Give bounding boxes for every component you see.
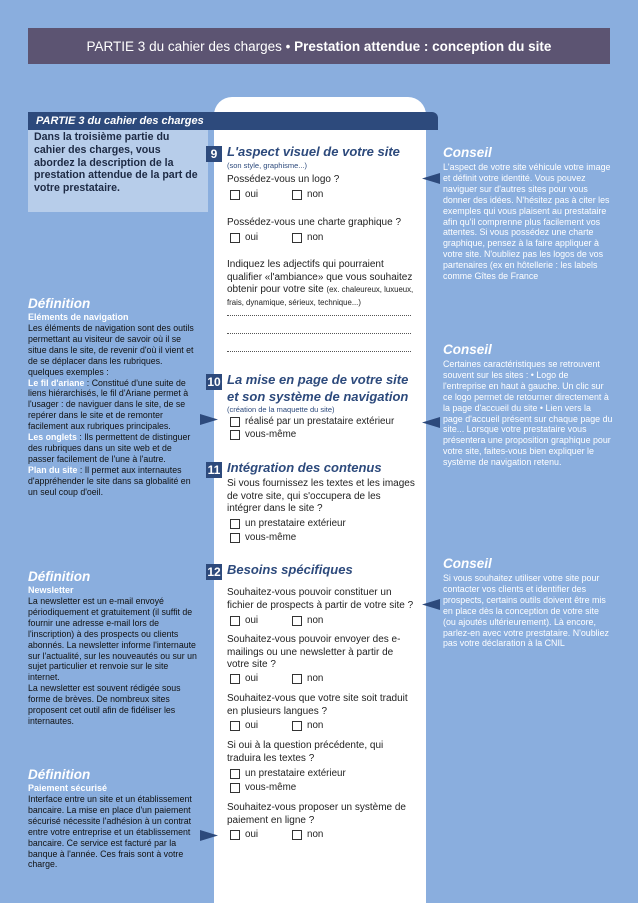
- definition-text-newsletter: La newsletter est un e-mail envoyé périodiquement et gratuitement (il suffit de fournir une adresse e-mail lors de l'inscription) à des prospects ou clients abonnés. La newsletter informe l'internaute sur l'actualité, sur les nouveautés ou sur un sujet particulier et renvoie sur le site internet. La newsletter est souvent rédigée sous forme de brèves. De nombreux sites proposent cet outil afin de fidéliser les internautes.: [28, 596, 197, 726]
- option-emailings-oui[interactable]: oui: [230, 673, 258, 684]
- option-fichier-non[interactable]: non: [292, 615, 323, 626]
- definition-text-navigation: Les éléments de navigation sont des outils permettant au visiteur de savoir où il se situe dans le site, de revenir d'où il vient et de se déplacer dans les rubriques. quelques exemples : Le fil d'ariane : Constitué d'une suite de liens hiérarchisés, le fil d'Ariane permet à l'usager : de naviguer dans le site, de se repérer dans le site et de remonter facilement aux rubriques principales. Les onglets : Ils permettent de distinguer des rubriques dans un site web et de passer facilement de l'une à l'autre. Plan du site : Il permet aux internautes d'appréhender le site dans sa globalité en un seul coup d'oeil.: [28, 323, 194, 497]
- section-sub-9: (son style, graphisme...): [227, 161, 308, 170]
- section-title-9: L'aspect visuel de votre site: [227, 144, 400, 159]
- checkbox[interactable]: [230, 417, 240, 427]
- checkbox[interactable]: [230, 674, 240, 684]
- option-charte-oui[interactable]: oui: [230, 232, 258, 243]
- checkbox[interactable]: [230, 190, 240, 200]
- checkbox[interactable]: [230, 519, 240, 529]
- definition-text-paiement: Interface entre un site et un établissement bancaire. La mise en place d'un paiement sécurisé nécessite l'adhésion à un contrat entre votre entreprise et un établissement bancaire. Ce service est facturé par la banque à l'année. Ces frais sont à votre charge.: [28, 794, 192, 870]
- section-number-11: 11: [207, 463, 221, 477]
- checkbox[interactable]: [292, 830, 302, 840]
- option-logo-oui[interactable]: oui: [230, 189, 258, 200]
- page-header: [28, 28, 610, 64]
- option-logo-non[interactable]: non: [292, 189, 323, 200]
- section-number-9: 9: [206, 146, 222, 162]
- option-traduit-oui[interactable]: oui: [230, 720, 258, 731]
- question-charte: Possédez-vous une charte graphique ?: [227, 217, 402, 228]
- checkbox[interactable]: [230, 721, 240, 731]
- checkbox[interactable]: [292, 190, 302, 200]
- option-maquette-vous-meme[interactable]: vous-même: [230, 429, 296, 440]
- answer-line-3[interactable]: [227, 350, 411, 352]
- header-title: Prestation attendue : conception du site: [294, 38, 552, 54]
- question-adjectifs: Indiquez les adjectifs qui pourraient qualifier «l'ambiance» que vous souhaitez obtenir pour votre site (ex. chaleureux, luxueux, frais, dynamique, sérieux, technique...): [227, 259, 414, 307]
- checkbox[interactable]: [292, 233, 302, 243]
- definition-title-navigation: Définition: [28, 296, 91, 311]
- definition-subtitle-navigation: Eléments de navigation: [28, 312, 129, 322]
- checkbox[interactable]: [292, 674, 302, 684]
- question-textes: Si vous fournissez les textes et les images de votre site, qui s'occupera de les intégrer dans le site ?: [227, 478, 415, 514]
- checkbox[interactable]: [292, 616, 302, 626]
- section-number-10: 10: [207, 375, 221, 389]
- option-integration-prestataire[interactable]: un prestataire extérieur: [230, 518, 346, 529]
- option-emailings-non[interactable]: non: [292, 673, 323, 684]
- conseil-text-1: L'aspect de votre site véhicule votre image et définit votre identité. Vous pouvez naviguer sur d'autres sites pour vous donner des idées. N'hésitez pas à citer les exemples qui vous plaisent au prestataire afin qu'il comprenne plus facilement vos attentes. Si vous possédez une charte graphique, pensez à la faire appliquer à votre site. N'oubliez pas les logos de vos partenaires (ex en hôtellerie : les labels comme Gîtes de France: [443, 162, 611, 282]
- checkbox[interactable]: [230, 830, 240, 840]
- question-fichier: Souhaitez-vous pouvoir constituer un fichier de prospects à partir de votre site ?: [227, 587, 414, 611]
- section-number-12: 12: [207, 565, 221, 579]
- option-integration-vous-meme[interactable]: vous-même: [230, 532, 296, 543]
- option-paiement-non[interactable]: non: [292, 829, 323, 840]
- answer-line-1[interactable]: [227, 314, 411, 316]
- conseil-text-2: Certaines caractéristiques se retrouvent souvent sur les sites : • Logo de l'entreprise en haut à gauche. Un clic sur ce logo permet de retourner directement à la page d'accueil du site • Lien vers la page d'accueil présent sur chaque page du site... Lorsque votre prestataire vous présentera une proposition graphique pour votre site, faites-vous bien expliquer le système de navigation retenu.: [443, 359, 613, 468]
- answer-line-2[interactable]: [227, 332, 411, 334]
- question-traduit: Souhaitez-vous que votre site soit traduit en plusieurs langues ?: [227, 693, 408, 717]
- conseil-title-3: Conseil: [443, 556, 492, 571]
- definition-subtitle-paiement: Paiement sécurisé: [28, 783, 108, 793]
- definition-subtitle-newsletter: Newsletter: [28, 585, 74, 595]
- conseil-title-2: Conseil: [443, 342, 492, 357]
- question-emailings: Souhaitez-vous pouvoir envoyer des e-mailings ou une newsletter à partir de votre site ?: [227, 634, 401, 670]
- checkbox[interactable]: [230, 783, 240, 793]
- option-traduit-non[interactable]: non: [292, 720, 323, 731]
- section-title-11: Intégration des contenus: [227, 460, 382, 475]
- checkbox[interactable]: [230, 233, 240, 243]
- question-paiement: Souhaitez-vous proposer un système de paiement en ligne ?: [227, 802, 406, 826]
- checkbox[interactable]: [230, 769, 240, 779]
- question-logo: Possédez-vous un logo ?: [227, 174, 340, 185]
- option-traduire-prestataire[interactable]: un prestataire extérieur: [230, 768, 346, 779]
- option-paiement-oui[interactable]: oui: [230, 829, 258, 840]
- definition-title-paiement: Définition: [28, 767, 91, 782]
- checkbox[interactable]: [292, 721, 302, 731]
- checkbox[interactable]: [230, 616, 240, 626]
- checkbox[interactable]: [230, 533, 240, 543]
- section-sub-10: (création de la maquette du site): [227, 405, 335, 414]
- intro-tab: PARTIE 3 du cahier des charges: [28, 112, 438, 130]
- conseil-text-3: Si vous souhaitez utiliser votre site pour contacter vos clients et identifier des prospects, certains outils doivent être mis en place dès la conception de votre site (ou ajoutés ultérieurement). Là encore, parlez-en avec votre prestataire. N'oubliez pas votre déclaration à la CNIL: [443, 573, 609, 649]
- checkbox[interactable]: [230, 430, 240, 440]
- option-traduire-vous-meme[interactable]: vous-même: [230, 782, 296, 793]
- conseil-title-1: Conseil: [443, 145, 492, 160]
- section-title-10a: La mise en page de votre site: [227, 372, 409, 387]
- section-title-10b: et son système de navigation: [227, 389, 409, 404]
- question-traduire: Si oui à la question précédente, qui traduira les textes ?: [227, 740, 384, 764]
- section-title-12: Besoins spécifiques: [227, 562, 353, 577]
- intro-text: Dans la troisième partie du cahier des charges, vous abordez la description de la prestation attendue de la part de votre prestataire.: [34, 131, 198, 195]
- definition-title-newsletter: Définition: [28, 569, 91, 584]
- option-maquette-prestataire[interactable]: réalisé par un prestataire extérieur: [230, 416, 394, 427]
- option-fichier-oui[interactable]: oui: [230, 615, 258, 626]
- option-charte-non[interactable]: non: [292, 232, 323, 243]
- header-prefix: PARTIE 3 du cahier des charges •: [86, 38, 291, 54]
